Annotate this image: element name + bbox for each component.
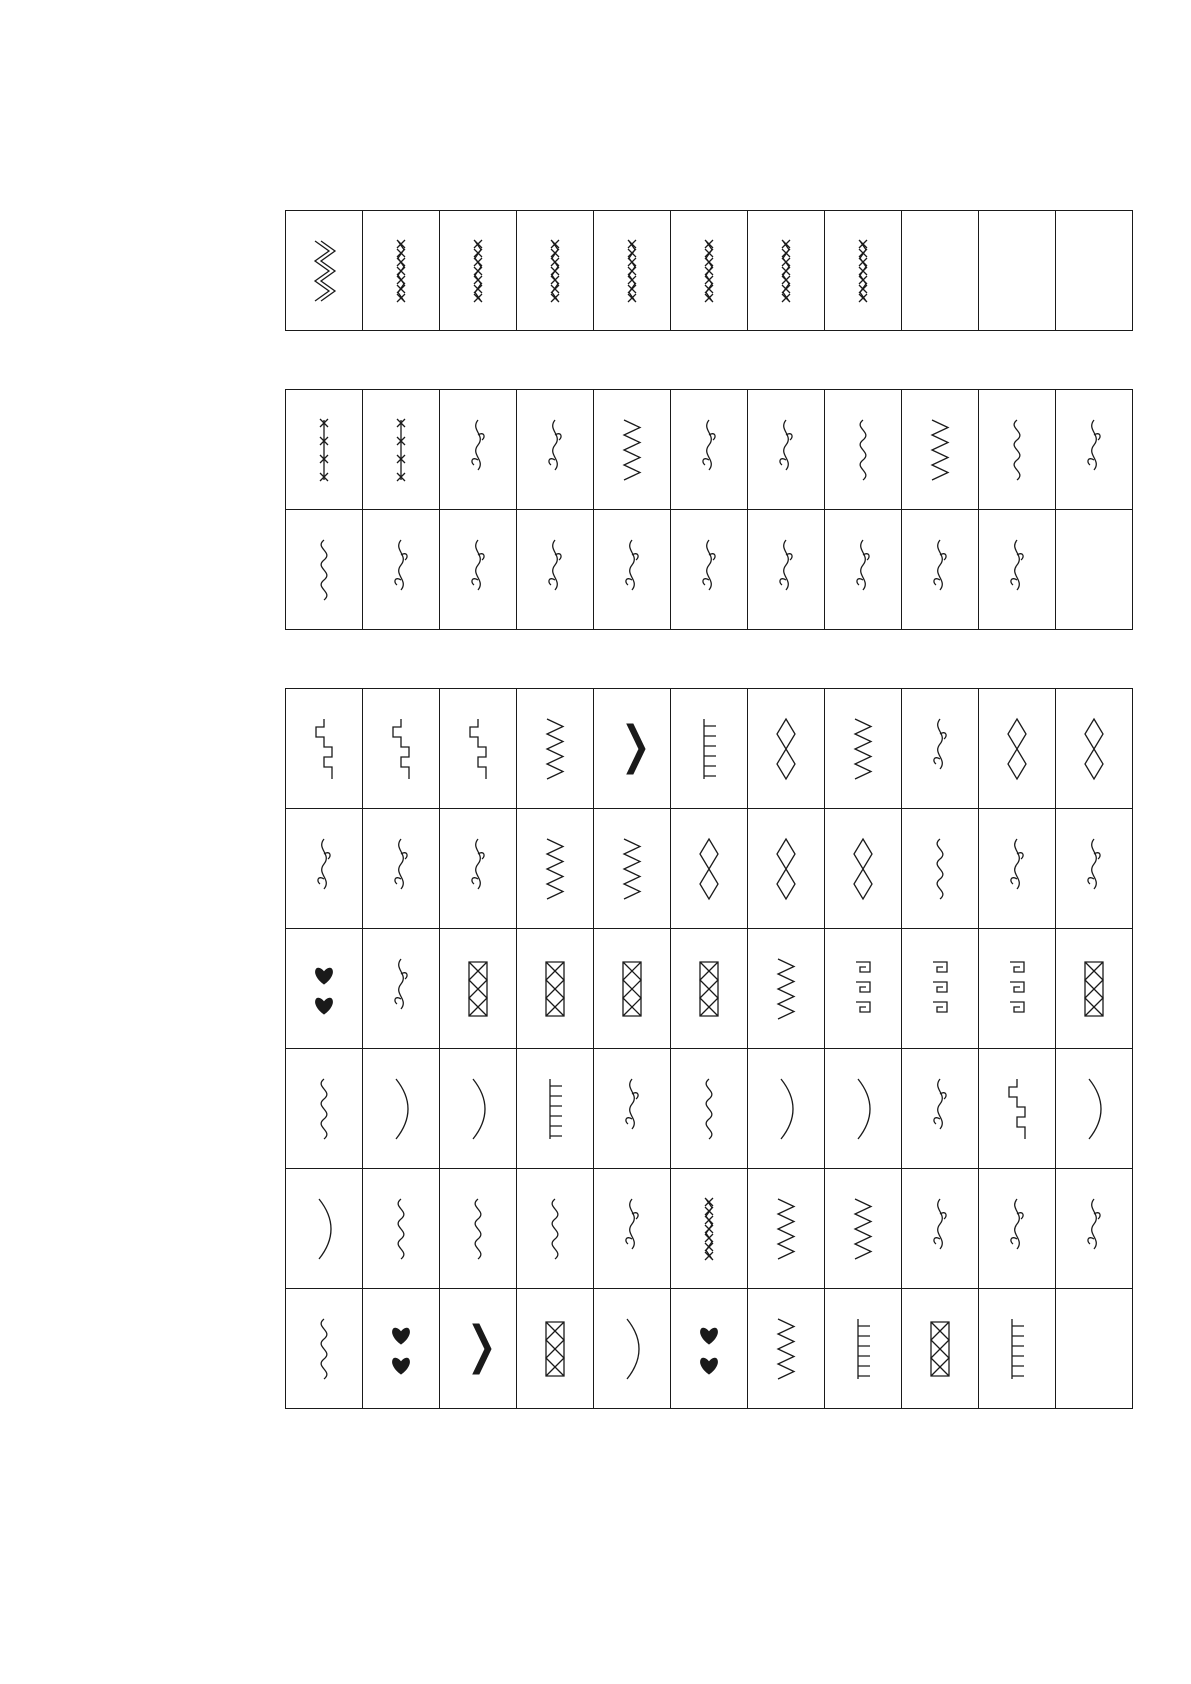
triangle-boxes-stitch-icon [540,1314,570,1384]
stitch-cell [286,510,363,630]
stitch-cell [286,929,363,1049]
stitch-cell [825,510,902,630]
stitch-cell [979,809,1056,929]
stitch-cell [902,809,979,929]
stitch-cell [594,1289,671,1409]
infinity-loop-stitch-icon [309,1314,339,1384]
stitch-cell [748,1049,825,1169]
hearts-string-stitch-icon [694,1314,724,1384]
cross-dense-stitch-icon [771,236,801,306]
cross-wave-small-stitch-icon [386,236,416,306]
stitch-cell [363,929,440,1049]
stitch-cell [440,1049,517,1169]
circle-chain-stitch-icon [925,834,955,904]
stitch-cell [1056,689,1133,809]
stitch-cell [1056,929,1133,1049]
stitch-cell [286,390,363,510]
greek-key-open-stitch-icon [1002,954,1032,1024]
flower-dangle-stitch-icon [848,535,878,605]
stitch-cell [902,390,979,510]
stitch-cell [902,1289,979,1409]
leaf-loop-stitch-icon [848,415,878,485]
loop-ribbon-stitch-icon [540,1194,570,1264]
cross-stitch-table [285,210,1133,331]
wave-scallop-stitch-icon [309,1194,339,1264]
square-boxes-stitch-icon [925,1314,955,1384]
stitch-cell [825,390,902,510]
loop-squiggle-stitch-icon [386,1194,416,1264]
sprig-vine-stitch-icon [463,535,493,605]
cross-wave-double-stitch-icon [617,236,647,306]
curl-chain-stitch-icon [1002,834,1032,904]
empty-cell [1056,1289,1133,1409]
curl-chain-single-stitch-icon [1079,834,1109,904]
stitch-cell [902,1169,979,1289]
zigzag-m-stitch-icon [540,834,570,904]
double-curl-stitch-icon [1079,415,1109,485]
stitch-cell [363,510,440,630]
triangle-box-stitch-icon [694,954,724,1024]
stitch-cell [671,510,748,630]
stitch-cell [594,1049,671,1169]
stitch-cell [748,929,825,1049]
vine-small-stitch-icon [386,954,416,1024]
stitch-cell [594,929,671,1049]
empty-cell [1056,211,1133,331]
stitch-cell [979,1049,1056,1169]
stitch-cell [1056,809,1133,929]
stitch-cell [902,689,979,809]
diamond-filled-pair-stitch-icon [848,834,878,904]
stitch-row [286,689,1133,809]
cross-zigzag-large-stitch-icon [848,236,878,306]
stitch-cell [748,510,825,630]
circle-pair-stitch-icon [694,1074,724,1144]
chevron-bold-stitch-icon [463,1314,493,1384]
stitch-cell [979,1289,1056,1409]
stitch-cell [748,1289,825,1409]
zigzag-bold-stitch-icon [771,1314,801,1384]
stitch-cell [825,211,902,331]
loop-squiggle-alt-stitch-icon [463,1194,493,1264]
decorative-stitch-table [285,688,1133,1409]
stitch-cell [671,929,748,1049]
stitch-cell [440,689,517,809]
diamond-chain-outline-stitch-icon [694,834,724,904]
d-bar-stitch-icon [617,1194,647,1264]
stitch-cell [594,809,671,929]
s-curve-stitch-icon [1079,1074,1109,1144]
triangle-pair-stitch-icon [617,1074,647,1144]
stitch-cell [286,689,363,809]
fishbone-stitch-icon [771,415,801,485]
stitch-cell [594,211,671,331]
stitch-cell [363,1049,440,1169]
lattice-x-stitch-icon [1079,954,1109,1024]
stitch-cell [671,1289,748,1409]
comb-teeth-stitch-icon [694,714,724,784]
stitch-cell [440,809,517,929]
stitch-row [286,1169,1133,1289]
stitch-cell [825,1289,902,1409]
arrow-branch-stitch-icon [925,415,955,485]
stitch-cell [979,510,1056,630]
cross-scatter-stitch-icon [694,236,724,306]
s-chain-stitch-icon [925,1074,955,1144]
step-wave-stitch-icon [309,714,339,784]
cross-double-stitch-icon [540,236,570,306]
stitch-cell [902,510,979,630]
fan-corner-stitch-icon [1002,1194,1032,1264]
leaf-pairs-stitch-icon [386,535,416,605]
stitch-cell [440,510,517,630]
leaf-wave-stitch-icon [848,1194,878,1264]
empty-cell [902,211,979,331]
stitch-cell [594,390,671,510]
stitch-cell [825,1049,902,1169]
stitch-cell [517,1289,594,1409]
loop-chain-stitch-icon [309,1074,339,1144]
hearts-filled-stitch-icon [386,1314,416,1384]
scroll-s-stitch-icon [540,415,570,485]
stitch-cell [671,1049,748,1169]
stitch-cell [671,1169,748,1289]
sprig-branches-stitch-icon [463,834,493,904]
stitch-cell [979,689,1056,809]
stitch-cell [286,211,363,331]
stitch-cell [440,1169,517,1289]
flower-vine-stitch-icon [463,415,493,485]
x-box-border-stitch-icon [463,954,493,1024]
stitch-cell [517,211,594,331]
arrow-vine-stitch-icon [617,415,647,485]
stitch-cell [594,689,671,809]
star-pair-stitch-icon [386,415,416,485]
step-square-stitch-icon [386,714,416,784]
rose-chain-stitch-icon [617,535,647,605]
rose-cluster-stitch-icon [925,535,955,605]
stitch-cell [825,689,902,809]
greek-key-small-stitch-icon [848,954,878,1024]
chevron-arrows-stitch-icon [617,714,647,784]
stitch-cell [594,510,671,630]
stitch-row [286,1289,1133,1409]
empty-cell [1056,510,1133,630]
tulip-row-stitch-icon [694,535,724,605]
empty-cell [979,211,1056,331]
stitch-cell [440,211,517,331]
stitch-cell [1056,1049,1133,1169]
leaf-branches-stitch-icon [386,834,416,904]
square-wave-stitch-icon [540,714,570,784]
fern-sprig-stitch-icon [1002,535,1032,605]
wave-ladder-stitch-icon [771,1194,801,1264]
stitch-cell [440,929,517,1049]
arc-arrows-stitch-icon [848,1074,878,1144]
step-comb-stitch-icon [463,714,493,784]
stitch-cell [363,211,440,331]
bowtie-box-stitch-icon [617,954,647,1024]
stitch-cell [517,1169,594,1289]
flower-branches-stitch-icon [309,834,339,904]
stitch-row [286,809,1133,929]
stitch-cell [902,929,979,1049]
ladder-bar-stitch-icon [1002,1314,1032,1384]
diamond-zigzag-stitch-icon [1079,714,1109,784]
fan-scallop-stitch-icon [386,1074,416,1144]
stitch-cell [286,1169,363,1289]
vine-loop-stitch-icon [309,535,339,605]
heart-chain-stitch-icon [309,954,339,1024]
stitch-cell [671,809,748,929]
cross-triple-stitch-icon [309,236,339,306]
stitch-cell [286,1049,363,1169]
squiggle-rows-stitch-icon [925,1194,955,1264]
double-x-stitch-icon [771,714,801,784]
dotted-arc-stitch-icon [463,1074,493,1144]
stitch-cell [363,809,440,929]
stitch-cell [363,1169,440,1289]
stitch-cell [517,809,594,929]
curl-loop-stitch-icon [1002,415,1032,485]
feather-leaf-stitch-icon [694,415,724,485]
stitch-cell [825,1169,902,1289]
stitch-cell [979,390,1056,510]
stitch-cell [1056,1169,1133,1289]
stitch-row [286,1049,1133,1169]
stitch-cell [748,689,825,809]
greek-key-long-stitch-icon [925,954,955,1024]
stitch-cell [363,689,440,809]
stitch-cell [363,390,440,510]
stitch-cell [748,809,825,929]
stitch-cell [825,809,902,929]
stitch-cell [363,1289,440,1409]
bow-zigzag-stitch-icon [848,714,878,784]
stitch-cell [517,510,594,630]
stitch-cell [440,1289,517,1409]
stitch-cell [748,1169,825,1289]
stitch-cell [825,929,902,1049]
star-blocks-stitch-icon [771,535,801,605]
diamond-pair-stitch-icon [771,834,801,904]
stitch-cell [1056,390,1133,510]
arrow-arch-stitch-icon [771,1074,801,1144]
stitch-row [286,211,1133,331]
arrow-m-stitch-icon [617,834,647,904]
berry-vine-stitch-icon [540,535,570,605]
stitch-cell [979,929,1056,1049]
stitch-row [286,390,1133,510]
heirloom-stitch-table [285,389,1133,630]
step-bar-stitch-icon [1002,1074,1032,1144]
cross-zigzag-stitch-icon [463,236,493,306]
comb-bar-stitch-icon [848,1314,878,1384]
diamond-chain-stitch-icon [1002,714,1032,784]
stitch-cell [979,1169,1056,1289]
stitch-cell [671,390,748,510]
scallop-curve-stitch-icon [617,1314,647,1384]
stitch-cell [748,211,825,331]
stitch-row [286,510,1133,630]
stitch-cell [517,390,594,510]
stitch-row [286,929,1133,1049]
stitch-cell [286,1289,363,1409]
stitch-cell [748,390,825,510]
snowflake-star-stitch-icon [309,415,339,485]
comb-arc-stitch-icon [540,1074,570,1144]
stitch-cell [517,929,594,1049]
stitch-cell [671,211,748,331]
cross-bar-stitch-icon [694,1194,724,1264]
stitch-cell [440,390,517,510]
wave-w-stitch-icon [771,954,801,1024]
stitch-cell [671,689,748,809]
figure-eight-stitch-icon [1079,1194,1109,1264]
stitch-cell [286,809,363,929]
stitch-cell [594,1169,671,1289]
dense-triangles-stitch-icon [925,714,955,784]
stitch-cell [517,689,594,809]
wave-box-stitch-icon [540,954,570,1024]
stitch-cell [902,1049,979,1169]
stitch-cell [517,1049,594,1169]
